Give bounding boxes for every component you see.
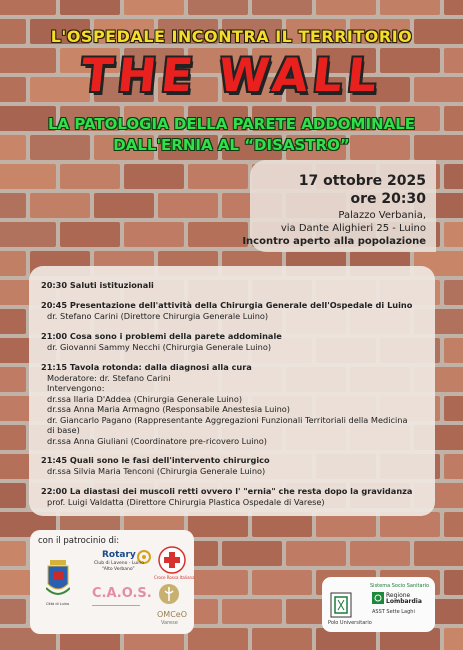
region-name-1: Regione [386, 592, 411, 599]
omceo-icon [158, 583, 180, 609]
program-box [29, 266, 435, 516]
red-cross-name: Croce Rossa Italiana [154, 575, 195, 580]
program-item [41, 362, 425, 446]
program-item [41, 280, 425, 291]
red-cross-icon [158, 546, 186, 574]
lombardia-rose-icon [372, 592, 384, 604]
program-item-speaker: prof. Luigi Valdatta (Direttore Chirurgia Plastica Ospedale di Varese) [47, 496, 325, 507]
program-item-speaker: dr.ssa Silvia Maria Tenconi (Chirurgia Generale Luino) [47, 465, 266, 476]
event-time: ore 20:30 [350, 191, 426, 207]
tagline: L'OSPEDALE INCONTRA IL TERRITORIO [50, 27, 413, 46]
program-item-title: 21:45 Quali sono le fasi dell'intervento chirurgico [41, 455, 270, 465]
city-name: Città di Luino [46, 602, 70, 606]
city-crest-icon [46, 560, 70, 600]
event-info-box [242, 160, 436, 252]
program-item-speaker: di base) [47, 425, 80, 435]
program-item-speaker: dr.ssa Anna Maria Armagno (Responsabile Anestesia Luino) [47, 404, 290, 414]
program-item-line: Intervengono: [47, 383, 105, 393]
event-venue: Palazzo Verbania, [338, 210, 426, 221]
program-item-speaker: dr. Giovanni Sammy Necchi (Chirurgia Generale Luino) [47, 341, 272, 352]
omceo-sub: Varese [161, 620, 178, 626]
event-date: 17 ottobre 2025 [298, 173, 426, 189]
program-item [41, 300, 425, 321]
program-item-speaker: dr. Giancarlo Pagano (Rappresentante Aggregazioni Funzionali Territoriali della Medicina [47, 414, 408, 425]
program-item [41, 455, 425, 476]
program-item-title: 22:00 La diastasi dei muscoli retti ovvero l' "ernia" che resta dopo la gravidanza [41, 486, 413, 496]
rotary-sub-1: Club di Laveno - Luino [94, 561, 144, 566]
event-access: Incontro aperto alla popolazione [242, 236, 426, 247]
university-label: Polo Universitario [328, 620, 372, 626]
page-title: THE WALL [78, 48, 385, 102]
program-item-title: 20:45 Presentazione dell'attività della Chirurgia Generale dell'Ospedale di Luino [41, 300, 413, 310]
regione-lombardia-box [322, 577, 435, 632]
region-name-2: Lombardia [386, 598, 422, 605]
program-item-line: Moderatore: dr. Stefano Carini [47, 372, 171, 383]
asst-logo-icon [330, 592, 352, 618]
program-item-speaker: dr.ssa Anna Giuliani (Coordinatore pre-ricovero Luino) [47, 435, 267, 446]
event-address: via Dante Alighieri 25 - Luino [280, 223, 426, 234]
asst-name: ASST Sette Laghi [372, 609, 415, 615]
rotary-sub-2: “Alto Verbano” [102, 567, 135, 572]
omceo-name: OMCeO [157, 610, 188, 619]
subtitle-line-2: DALL'ERNIA AL “DISASTRO” [113, 136, 350, 154]
caos-logo: C.A.O.S. [92, 586, 152, 601]
caos-divider [92, 605, 140, 606]
sponsors-box [30, 530, 194, 634]
rotary-name: Rotary [102, 550, 136, 560]
program-item-title: 20:30 Saluti istituzionali [41, 280, 154, 290]
program-item-speaker: dr. Stefano Carini (Direttore Chirurgia Generale Luino) [47, 310, 269, 321]
program-item [41, 486, 425, 507]
program-item-title: 21:00 Cosa sono i problemi della parete addominale [41, 331, 282, 341]
program-item-speaker: dr.ssa Ilaria D'Addea (Chirurgia Generale Luino) [47, 393, 243, 404]
subtitle-line-1: LA PATOLOGIA DELLA PARETE ADDOMINALE [47, 115, 416, 133]
sponsors-label: con il patrocinio di: [38, 536, 120, 546]
program-item-title: 21:15 Tavola rotonda: dalla diagnosi alla cura [41, 362, 252, 372]
region-system-label: Sistema Socio Sanitario [370, 583, 430, 589]
program-item [41, 331, 425, 352]
